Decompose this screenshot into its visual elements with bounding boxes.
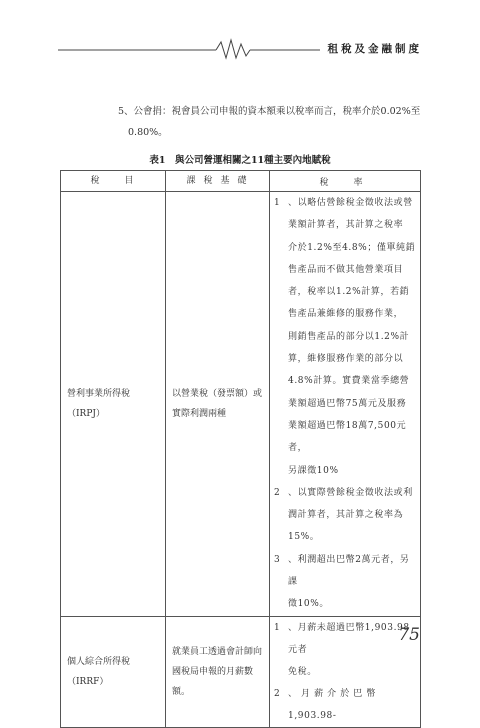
- rate-line: 、月薪未超過巴幣1,903.98元者: [288, 622, 410, 655]
- rate-line: 潤計算者，其計算之稅率為: [288, 510, 404, 521]
- rate-line: 、利潤超出巴幣2萬元者，另課: [288, 554, 410, 588]
- tax-table: [60, 170, 421, 728]
- rate-cell: [270, 192, 421, 617]
- basis-line: 國稅局申報的月薪數: [172, 666, 254, 677]
- header-basis: 課稅基礎: [166, 171, 270, 192]
- rate-line: 者，稅率以1.2%計算，若銷: [288, 287, 410, 298]
- tax-item-code: （IRPJ）: [67, 408, 105, 419]
- rate-item-number: 1: [274, 198, 281, 208]
- rate-line: 免稅。: [288, 666, 317, 677]
- rate-line: 業額超過巴幣75萬元及服務: [288, 398, 407, 409]
- table-row: [61, 616, 421, 727]
- table-row: [61, 192, 421, 617]
- tax-item-code: （IRRF）: [67, 676, 109, 687]
- page-number: 75: [398, 625, 420, 645]
- rate-line: 另課徵10%: [288, 465, 339, 476]
- rate-line: 售產品兼維修的服務作業，: [288, 309, 404, 320]
- rate-item: [274, 482, 416, 549]
- rate-line: 業額計算者，其計算之稅率: [288, 220, 404, 231]
- rate-item: [274, 192, 416, 482]
- rate-item: [274, 683, 416, 727]
- rate-item: [274, 549, 416, 616]
- rate-line: 、以略估營餘稅金徵收法或營: [288, 198, 413, 208]
- header-tax-item: 稅 目: [61, 171, 166, 192]
- rate-item-number: 3: [274, 554, 281, 565]
- tax-item-name: 個人綜合所得稅: [67, 656, 131, 667]
- tax-item-cell: [61, 616, 166, 727]
- rate-line: 介於1.2%至4.8%；僅單純銷: [288, 242, 416, 253]
- rate-line: 算，維修服務作業的部分以: [288, 354, 404, 365]
- basis-line: 以營業稅（發票額）或: [172, 388, 263, 399]
- rate-line: 、 月 薪 介 於 巴 幣 1,903.98-: [288, 688, 376, 721]
- table-caption: 表1 與公司營運相關之11種主要內地賦稅: [149, 155, 331, 166]
- basis-cell: [166, 192, 270, 617]
- rate-line: 4.8%計算。實費業當季總營: [288, 376, 410, 387]
- rate-line: 售產品而不做其他營業項目: [288, 264, 404, 275]
- header-rate: 稅 率: [270, 171, 421, 192]
- basis-cell: [166, 616, 270, 727]
- rate-line: 、以實際營餘稅金徵收法或利: [288, 487, 413, 498]
- tax-item-name: 營利事業所得稅: [67, 388, 131, 399]
- rate-line: 徵10%。: [288, 599, 330, 610]
- rate-item-number: 2: [274, 487, 281, 498]
- tax-item-cell: [61, 192, 166, 617]
- paragraph-line-1: 5、公會捐：視會員公司申報的資本額乘以稅率而言，稅率介於0.02%至: [118, 106, 421, 117]
- basis-line: 實際利潤兩種: [172, 408, 227, 419]
- rate-item-number: 1: [274, 622, 281, 633]
- table-header-row: [61, 171, 421, 192]
- rate-line: 業額超過巴幣18萬7,500元者，: [288, 420, 407, 454]
- basis-line: 額。: [172, 686, 191, 697]
- rate-line: 則銷售產品的部分以1.2%計: [288, 331, 410, 342]
- rate-item: [274, 617, 416, 683]
- rate-line: 15%。: [288, 532, 320, 543]
- paragraph-line-2: 0.80%。: [128, 127, 168, 138]
- basis-line: 就業員工透過會計師向: [172, 646, 263, 657]
- running-header: [58, 36, 422, 60]
- header-title: 租稅及金融制度: [327, 43, 422, 55]
- rate-item-number: 2: [274, 688, 281, 699]
